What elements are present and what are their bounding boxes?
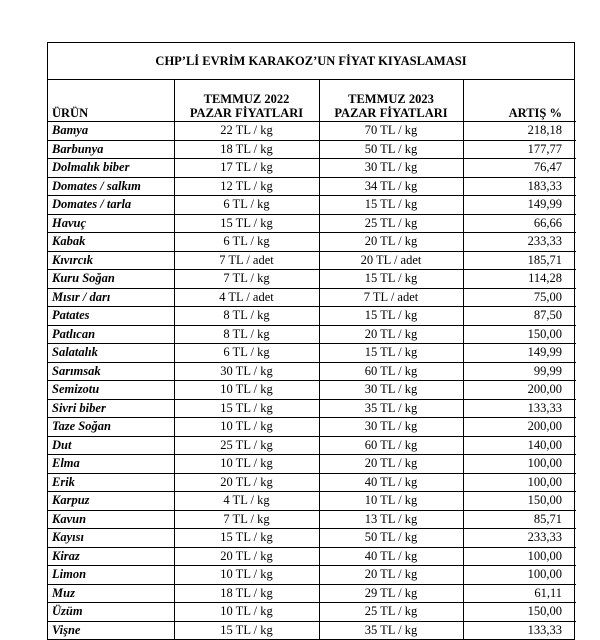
price-2022-cell: 15 TL / kg <box>174 529 319 548</box>
price-2022-cell: 17 TL / kg <box>174 159 319 178</box>
product-cell: Kuru Soğan <box>48 270 174 289</box>
product-cell: Sarımsak <box>48 362 174 381</box>
price-2023-cell: 70 TL / kg <box>319 122 463 141</box>
price-2022-cell: 12 TL / kg <box>174 177 319 196</box>
product-cell: Erik <box>48 473 174 492</box>
product-cell: Dut <box>48 436 174 455</box>
table-row <box>48 344 576 363</box>
price-2022-cell: 10 TL / kg <box>174 418 319 437</box>
table-row <box>48 566 576 585</box>
price-2023-cell: 20 TL / kg <box>319 566 463 585</box>
increase-cell: 150,00 <box>463 603 576 622</box>
table-row <box>48 177 576 196</box>
table-row <box>48 492 576 511</box>
table-row <box>48 547 576 566</box>
price-2023-cell: 40 TL / kg <box>319 473 463 492</box>
price-2023-cell: 30 TL / kg <box>319 159 463 178</box>
product-cell: Domates / salkım <box>48 177 174 196</box>
price-2023-cell: 25 TL / kg <box>319 603 463 622</box>
increase-cell: 66,66 <box>463 214 576 233</box>
increase-cell: 100,00 <box>463 547 576 566</box>
price-2022-cell: 7 TL / adet <box>174 251 319 270</box>
table-row <box>48 436 576 455</box>
document-title: CHP’Lİ EVRİM KARAKOZ’UN FİYAT KIYASLAMASI <box>48 43 574 80</box>
increase-cell: 149,99 <box>463 196 576 215</box>
price-2022-cell: 10 TL / kg <box>174 381 319 400</box>
increase-cell: 100,00 <box>463 455 576 474</box>
increase-cell: 99,99 <box>463 362 576 381</box>
price-2022-cell: 10 TL / kg <box>174 603 319 622</box>
table-row <box>48 455 576 474</box>
increase-cell: 150,00 <box>463 492 576 511</box>
product-cell: Karpuz <box>48 492 174 511</box>
table-row <box>48 214 576 233</box>
product-cell: Limon <box>48 566 174 585</box>
table-row <box>48 140 576 159</box>
table-row <box>48 399 576 418</box>
price-2023-cell: 35 TL / kg <box>319 621 463 639</box>
increase-cell: 75,00 <box>463 288 576 307</box>
product-cell: Sivri biber <box>48 399 174 418</box>
table-row <box>48 418 576 437</box>
price-2022-cell: 4 TL / adet <box>174 288 319 307</box>
price-2023-cell: 29 TL / kg <box>319 584 463 603</box>
price-2023-cell: 25 TL / kg <box>319 214 463 233</box>
price-comparison-document <box>47 42 575 640</box>
product-cell: Taze Soğan <box>48 418 174 437</box>
table-header-row <box>48 80 576 122</box>
increase-cell: 177,77 <box>463 140 576 159</box>
price-2023-cell: 50 TL / kg <box>319 140 463 159</box>
table-row <box>48 325 576 344</box>
price-2022-cell: 7 TL / kg <box>174 510 319 529</box>
price-2022-cell: 7 TL / kg <box>174 270 319 289</box>
price-2022-cell: 30 TL / kg <box>174 362 319 381</box>
product-cell: Kiraz <box>48 547 174 566</box>
price-2023-cell: 60 TL / kg <box>319 436 463 455</box>
price-2023-cell: 20 TL / kg <box>319 325 463 344</box>
price-2023-cell: 40 TL / kg <box>319 547 463 566</box>
product-cell: Patates <box>48 307 174 326</box>
price-2023-cell: 20 TL / adet <box>319 251 463 270</box>
header-price-2023: TEMMUZ 2023 PAZAR FİYATLARI <box>319 80 463 122</box>
price-2022-cell: 18 TL / kg <box>174 584 319 603</box>
product-cell: Üzüm <box>48 603 174 622</box>
table-row <box>48 307 576 326</box>
product-cell: Patlıcan <box>48 325 174 344</box>
header-increase: ARTIŞ % <box>463 80 576 122</box>
increase-cell: 218,18 <box>463 122 576 141</box>
price-2023-cell: 30 TL / kg <box>319 381 463 400</box>
increase-cell: 149,99 <box>463 344 576 363</box>
price-2022-cell: 15 TL / kg <box>174 621 319 639</box>
price-2023-cell: 10 TL / kg <box>319 492 463 511</box>
increase-cell: 61,11 <box>463 584 576 603</box>
price-2023-cell: 60 TL / kg <box>319 362 463 381</box>
increase-cell: 140,00 <box>463 436 576 455</box>
price-2022-cell: 15 TL / kg <box>174 399 319 418</box>
price-2023-cell: 15 TL / kg <box>319 344 463 363</box>
table-row <box>48 362 576 381</box>
product-cell: Havuç <box>48 214 174 233</box>
table-row <box>48 510 576 529</box>
table-row <box>48 270 576 289</box>
increase-cell: 200,00 <box>463 381 576 400</box>
price-2023-cell: 30 TL / kg <box>319 418 463 437</box>
price-2022-cell: 8 TL / kg <box>174 307 319 326</box>
increase-cell: 85,71 <box>463 510 576 529</box>
product-cell: Semizotu <box>48 381 174 400</box>
price-2022-cell: 8 TL / kg <box>174 325 319 344</box>
header-product: ÜRÜN <box>48 80 174 122</box>
price-2023-cell: 7 TL / adet <box>319 288 463 307</box>
table-row <box>48 529 576 548</box>
product-cell: Kayısı <box>48 529 174 548</box>
product-cell: Vişne <box>48 621 174 639</box>
price-2022-cell: 10 TL / kg <box>174 455 319 474</box>
price-table <box>48 80 576 639</box>
header-price-2022: TEMMUZ 2022 PAZAR FİYATLARI <box>174 80 319 122</box>
table-row <box>48 621 576 639</box>
increase-cell: 133,33 <box>527 622 562 637</box>
price-2022-cell: 20 TL / kg <box>174 547 319 566</box>
product-cell: Salatalık <box>48 344 174 363</box>
price-2023-cell: 34 TL / kg <box>319 177 463 196</box>
price-2022-cell: 22 TL / kg <box>174 122 319 141</box>
product-cell: Elma <box>48 455 174 474</box>
product-cell: Muz <box>48 584 174 603</box>
increase-cell: 185,71 <box>463 251 576 270</box>
product-cell: Kavun <box>48 510 174 529</box>
price-2023-cell: 20 TL / kg <box>319 455 463 474</box>
price-2022-cell: 6 TL / kg <box>174 233 319 252</box>
price-2022-cell: 10 TL / kg <box>174 566 319 585</box>
price-2022-cell: 20 TL / kg <box>174 473 319 492</box>
price-2022-cell: 15 TL / kg <box>174 214 319 233</box>
increase-cell: 233,33 <box>463 529 576 548</box>
product-cell: Barbunya <box>48 140 174 159</box>
increase-cell: 76,47 <box>463 159 576 178</box>
product-cell: Bamya <box>48 122 174 141</box>
price-2022-cell: 4 TL / kg <box>174 492 319 511</box>
increase-cell: 200,00 <box>463 418 576 437</box>
price-2023-cell: 35 TL / kg <box>319 399 463 418</box>
product-cell: Kabak <box>48 233 174 252</box>
increase-cell: 233,33 <box>463 233 576 252</box>
price-2022-cell: 25 TL / kg <box>174 436 319 455</box>
price-2023-cell: 50 TL / kg <box>319 529 463 548</box>
product-cell: Domates / tarla <box>48 196 174 215</box>
increase-cell: 150,00 <box>463 325 576 344</box>
table-row <box>48 473 576 492</box>
table-row <box>48 196 576 215</box>
table-row <box>48 381 576 400</box>
price-2022-cell: 18 TL / kg <box>174 140 319 159</box>
product-cell: Mısır / darı <box>48 288 174 307</box>
price-2023-cell: 15 TL / kg <box>319 270 463 289</box>
increase-cell: 114,28 <box>463 270 576 289</box>
table-row <box>48 288 576 307</box>
table-row <box>48 584 576 603</box>
product-cell: Kıvırcık <box>48 251 174 270</box>
table-row <box>48 603 576 622</box>
increase-cell: 183,33 <box>463 177 576 196</box>
table-row <box>48 251 576 270</box>
table-row <box>48 159 576 178</box>
table-row <box>48 122 576 141</box>
price-2023-cell: 15 TL / kg <box>319 196 463 215</box>
increase-cell: 100,00 <box>463 566 576 585</box>
price-2023-cell: 15 TL / kg <box>319 307 463 326</box>
product-cell: Dolmalık biber <box>48 159 174 178</box>
price-2023-cell: 13 TL / kg <box>319 510 463 529</box>
price-2023-cell: 20 TL / kg <box>319 233 463 252</box>
table-row <box>48 233 576 252</box>
increase-cell: 133,33 <box>463 399 576 418</box>
price-2022-cell: 6 TL / kg <box>174 196 319 215</box>
increase-cell: 87,50 <box>463 307 576 326</box>
price-2022-cell: 6 TL / kg <box>174 344 319 363</box>
increase-cell: 100,00 <box>463 473 576 492</box>
